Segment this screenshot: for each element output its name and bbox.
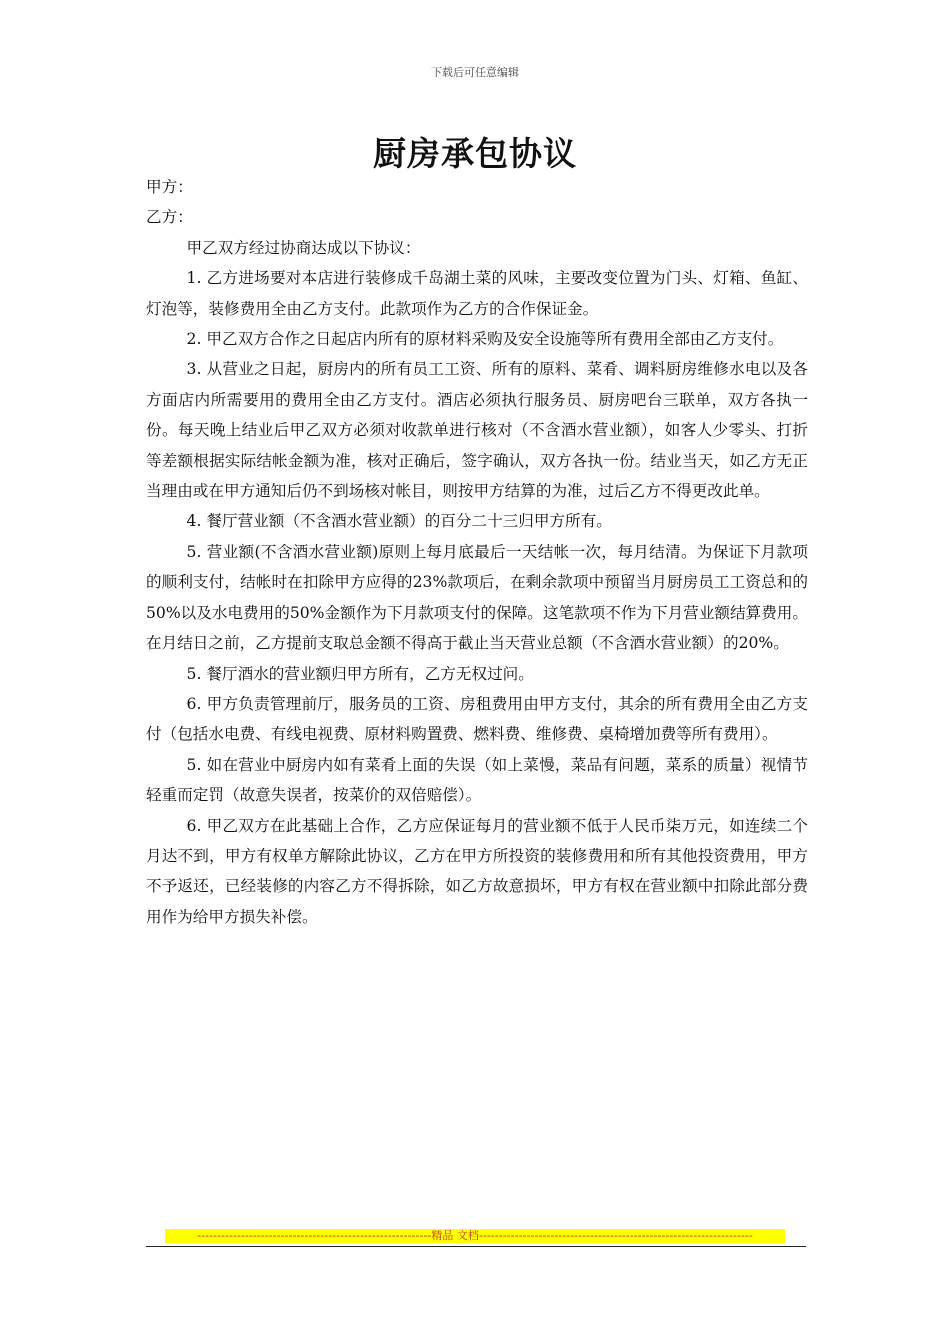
header-note: 下载后可任意编辑 [431,66,519,79]
party-a-line: 甲方： [146,178,193,196]
footer-divider [146,1246,806,1247]
clause-paragraph-1: 1. 乙方进场要对本店进行装修成千岛湖土菜的风味，主要改变位置为门头、灯箱、鱼缸、灯泡等，装修费用全由乙方支付。此款项作为乙方的合作保证金。 [146,269,808,318]
clause-paragraph-5: 5. 营业额(不含酒水营业额)原则上每月底最后一天结帐一次，每月结清。为保证下月款项的顺利支付，结帐时在扣除甲方应得的23%款项后，在剩余款项中预留当月厨房员工工资总和的50%以及水电费用的50%金额作为下月款项支付的保障。这笔款项不作为下月营业额结算费用。在月结日之前，乙方提前支取总金额不得高于截止当天营业总额（不含酒水营业额）的20%。 [146,542,808,653]
footer-banner: -----------------------------------------------------------精品 文档--------------------------------------------------------------------- [165,1229,785,1243]
intro-paragraph: 甲乙双方经过协商达成以下协议： [186,238,421,257]
document-title: 厨房承包协议 [373,134,577,173]
clause-paragraph-7: 6. 甲方负责管理前厅，服务员的工资、房租费用由甲方支付，其余的所有费用全由乙方支付（包括水电费、有线电视费、原材料购置费、燃料费、维修费、桌椅增加费等所有费用）。 [146,694,808,744]
party-b-line: 乙方： [146,208,193,227]
clause-paragraph-6: 5. 餐厅酒水的营业额归甲方所有，乙方无权过问。 [186,664,534,683]
document-body [146,172,808,932]
clause-paragraph-8: 5. 如在营业中厨房内如有菜肴上面的失误（如上菜慢，菜品有问题，菜系的质量）视情节轻重而定罚（故意失误者，按菜价的双倍赔偿）。 [146,755,808,805]
clause-paragraph-2: 2. 甲乙双方合作之日起店内所有的原材料采购及安全设施等所有费用全部由乙方支付。 [186,330,784,349]
clause-paragraph-3: 3. 从营业之日起，厨房内的所有员工工资、所有的原料、菜肴、调料厨房维修水电以及各方面店内所需要用的费用全由乙方支付。酒店必须执行服务员、厨房吧台三联单，双方各执一份。每天晚上结业后甲乙双方必须对收款单进行核对（不含酒水营业额），如客人少零头、打折等差额根据实际结帐金额为准，核对正确后，签字确认，双方各执一份。结业当天，如乙方无正当理由或在甲方通知后仍不到场核对帐目，则按甲方结算的为准，过后乙方不得更改此单。 [146,360,808,501]
clause-paragraph-4: 4. 餐厅营业额（不含酒水营业额）的百分二十三归甲方所有。 [186,512,612,531]
clause-paragraph-9: 6. 甲乙双方在此基础上合作，乙方应保证每月的营业额不低于人民币柒万元，如连续二个月达不到，甲方有权单方解除此协议，乙方在甲方所投资的装修费用和所有其他投资费用，甲方不予返还，已经装修的内容乙方不得拆除，如乙方故意损坏，甲方有权在营业额中扣除此部分费用作为给甲方损失补偿。 [146,816,808,926]
